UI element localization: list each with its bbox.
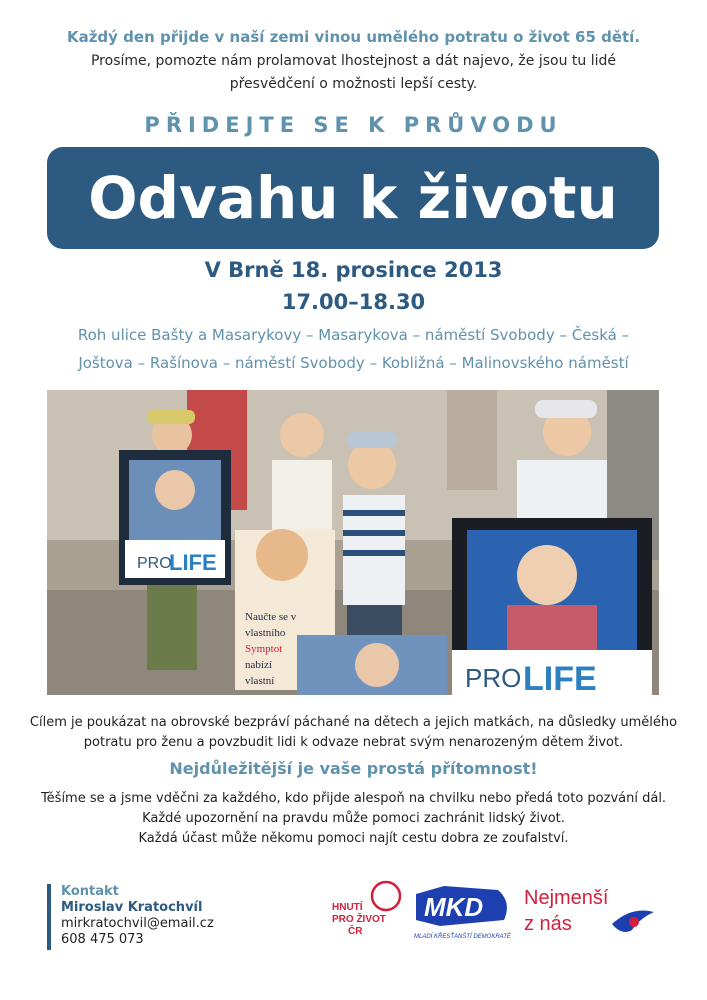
sign-text-line: nabízí (245, 659, 272, 671)
body-paragraph (0, 713, 707, 753)
hnuti-logo-line: PRO ŽIVOT (332, 914, 386, 925)
sign-text-line: vlastního (245, 627, 286, 639)
mkd-logo-letters: MKD (424, 892, 484, 922)
nejmensi-z-nas-logo (522, 878, 662, 948)
title-banner (47, 147, 659, 249)
contact-label: Kontakt (61, 884, 119, 899)
body-text-line: Cílem je poukázat na obrovské bezpráví páchané na dětech a jejich matkách, na důsledky umělého (29, 715, 678, 730)
route-line: Roh ulice Bašty a Masarykovy – Masarykova – náměstí Svobody – Česká – (77, 326, 630, 344)
page-title: Odvahu k životu (88, 164, 618, 232)
sign-text-line: Naučte se v (245, 611, 297, 623)
sign-text-line: Symptot (245, 643, 283, 655)
event-time: 17.00–18.30 (281, 290, 426, 314)
hnuti-logo-line: HNUTÍ (332, 902, 363, 913)
mkd-logo-caption: MLADÍ KŘESŤANŠTÍ DEMOKRATÉ (414, 934, 511, 940)
body-text-line: Každé upozornění na pravdu může pomoci zachránit lidský život. (142, 811, 565, 826)
body-text-line: potratu pro ženu a povzbudit lidi k odvaze nebrat svým nenarozeným dětem život. (83, 735, 624, 750)
body-paragraph (0, 789, 707, 849)
sign-text-line: vlastní (245, 675, 275, 687)
intro-text-line: přesvědčení o možnosti lepší cesty. (229, 76, 478, 92)
sign-left-life: LIFE (169, 550, 217, 575)
photo-illustration (47, 390, 659, 695)
hnuti-pro-zivot-logo (328, 878, 408, 946)
sign-right-pro: PRO (465, 663, 522, 693)
highlight-text: Nejdůležitější je vaše prostá přítomnost! (169, 759, 538, 778)
sign-left-pro: PRO (137, 555, 172, 572)
intro-headline: Každý den přijde v naší zemi vinou umělého potratu o život 65 dětí. (66, 28, 641, 46)
join-heading: PŘIDEJTE SE K PRŮVODU (144, 113, 563, 137)
contact-name: Miroslav Kratochvíl (61, 900, 203, 915)
contact-email[interactable]: mirkratochvil@email.cz (61, 916, 214, 931)
body-text-line: Každá účast může někomu pomoci najít cestu dobra ze zoufalství. (138, 831, 569, 846)
event-date: V Brně 18. prosince 2013 (204, 258, 503, 282)
sign-right-life: LIFE (523, 660, 597, 695)
contact-phone: 608 475 073 (61, 932, 144, 947)
intro-text-line: Prosíme, pomozte nám prolamovat lhostejnost a dát najevo, že jsou tu lidé (90, 53, 617, 69)
hnuti-logo-line: ČR (348, 926, 363, 937)
event-photo (47, 390, 659, 695)
contact-block (47, 884, 261, 950)
mkd-logo (410, 880, 516, 944)
nejmensi-logo-line: Nejmenší (524, 887, 609, 909)
nejmensi-logo-line: z nás (524, 913, 572, 935)
route-line: Joštova – Rašínova – náměstí Svobody – Kobližná – Malinovského náměstí (78, 354, 629, 372)
body-text-line: Těšíme se a jsme vděčni za každého, kdo přijde alespoň na chvilku nebo předá toto pozvání dál. (40, 791, 667, 806)
